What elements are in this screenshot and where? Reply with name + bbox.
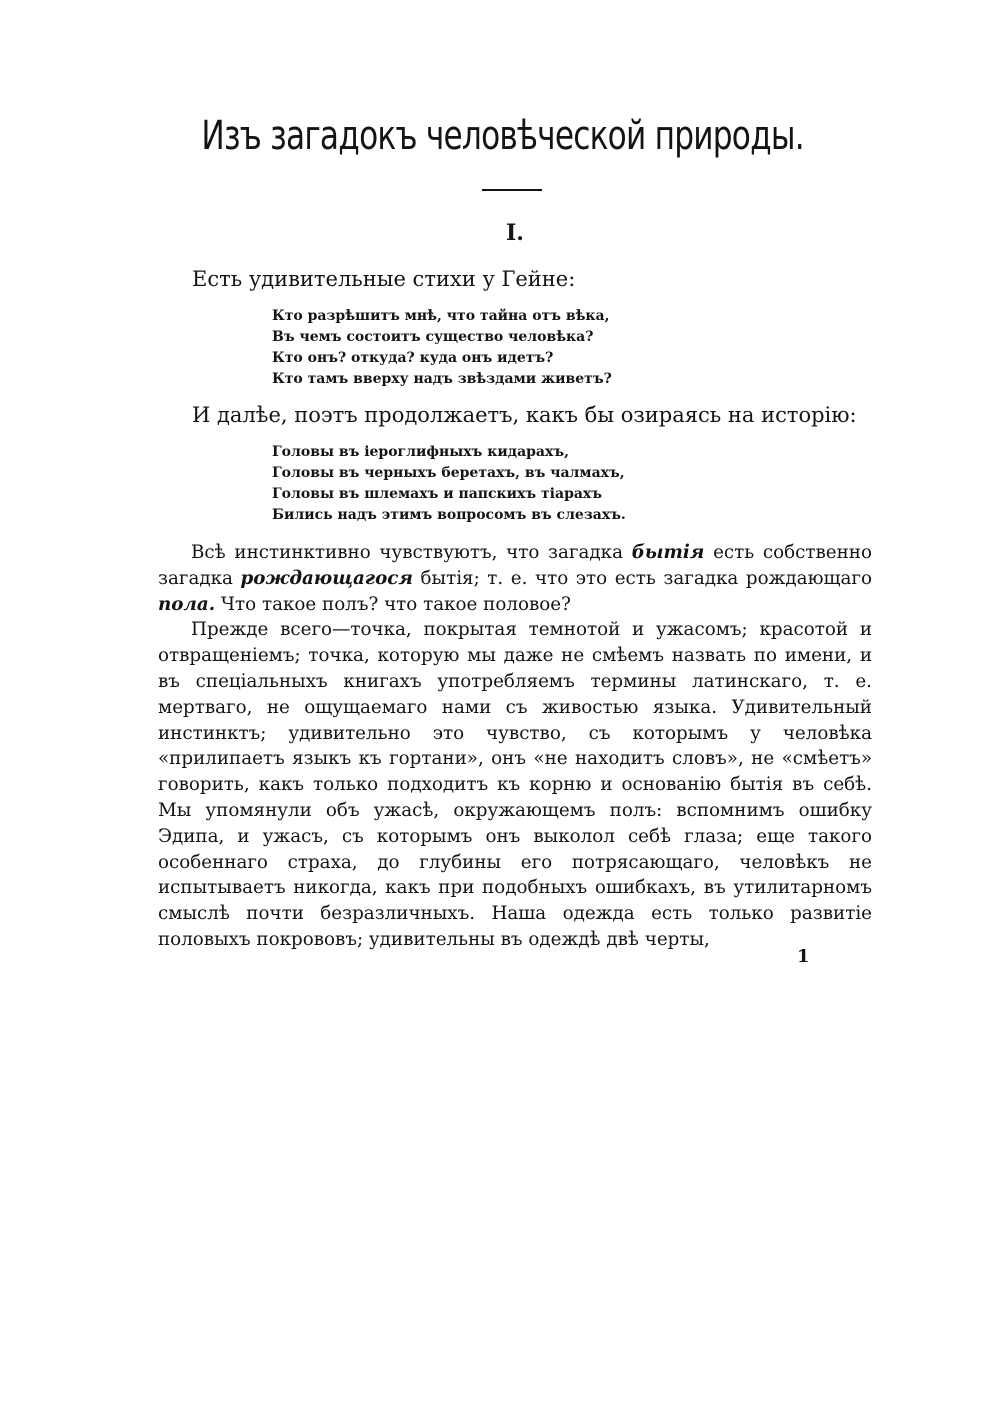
transition-line: И далѣе, поэтъ продолжаетъ, какъ бы озираясь на исторію:: [192, 403, 857, 427]
poem-line: Кто разрѣшитъ мнѣ, что тайна отъ вѣка,: [272, 308, 610, 324]
paragraph-1: [158, 540, 872, 617]
page-title: Изъ загадокъ человѣческой природы.: [201, 113, 804, 159]
emphasis: рождающагося: [240, 567, 413, 589]
poem-line: Бились надъ этимъ вопросомъ въ слезахъ.: [272, 507, 626, 523]
poem-line: Въ чемъ состоитъ существо человѣка?: [272, 329, 594, 345]
poem-line: Кто тамъ вверху надъ звѣздами живетъ?: [272, 371, 612, 387]
section-number: I.: [506, 220, 524, 246]
page-number: 1: [797, 946, 810, 967]
poem-line: Головы въ іероглифныхъ кидарахъ,: [272, 444, 569, 460]
body-text: [158, 540, 872, 953]
text-run: есть собственно загадка: [158, 542, 872, 589]
title-divider: [482, 189, 542, 191]
text-run: Всѣ инстинктивно чувствуютъ, что загадка: [191, 542, 632, 563]
poem-stanza-2: [272, 442, 626, 526]
poem-stanza-1: [272, 306, 612, 390]
emphasis: бытія: [631, 542, 705, 563]
poem-line: Головы въ шлемахъ и папскихъ тіарахъ: [272, 486, 603, 502]
emphasis: пола.: [158, 593, 216, 615]
text-run: Что такое полъ? что такое половое?: [215, 593, 571, 615]
intro-line: Есть удивительные стихи у Гейне:: [192, 267, 576, 291]
text-run: бытія; т. е. что это есть загадка рождающаго: [412, 567, 872, 589]
poem-line: Кто онъ? откуда? куда онъ идетъ?: [272, 350, 554, 366]
paragraph-2: Прежде всего—точка, покрытая темнотой и ужасомъ; красотой и отвращеніемъ; точка, которую мы даже не смѣемъ назвать по имени, и въ спеціальныхъ книгахъ употребляемъ термины латинскаго, т. е. мертваго, не ощущаемаго нами съ живостью языка. Удивительный инстинктъ; удивительно это чувство, съ которымъ у человѣка «прилипаетъ языкъ къ гортани», онъ «не находитъ словъ», не «смѣетъ» говорить, какъ только подходитъ къ корню и основанію бытія въ себѣ. Мы упомянули объ ужасѣ, окружающемъ полъ: вспомнимъ ошибку Эдипа, и ужасъ, съ которымъ онъ выколол себѣ глаза; еще такого особеннаго страха, до глубины его потрясающаго, человѣкъ не испытываетъ никогда, какъ при подобныхъ ошибкахъ, въ утилитарномъ смыслѣ почти безразличныхъ. Наша одежда есть только развитіе половыхъ покрововъ; удивительны въ одеждѣ двѣ черты,: [158, 619, 872, 950]
poem-line: Головы въ черныхъ беретахъ, въ чалмахъ,: [272, 465, 625, 481]
